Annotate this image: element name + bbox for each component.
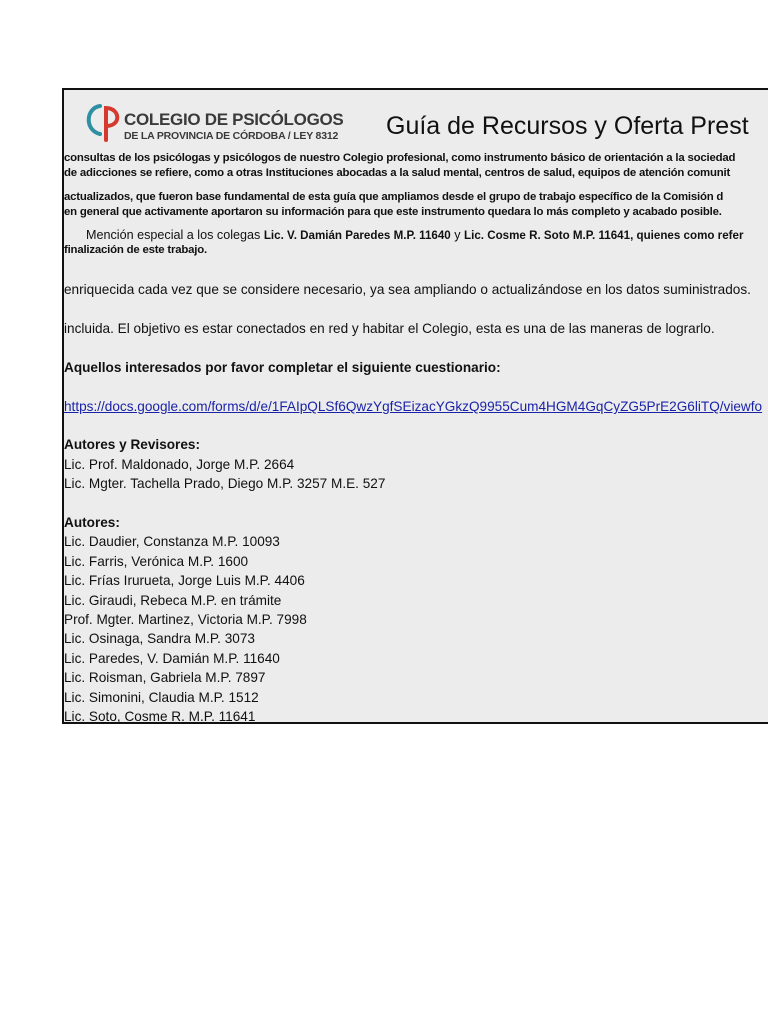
author-item: Lic. Soto, Cosme R. M.P. 11641	[64, 709, 256, 724]
mention-suffix: , quienes como refer	[630, 229, 744, 242]
author-item: Lic. Osinaga, Sandra M.P. 3073	[64, 631, 255, 646]
author-item: Prof. Mgter. Martinez, Victoria M.P. 7998	[64, 612, 307, 627]
author-item: Lic. Simonini, Claudia M.P. 1512	[64, 690, 259, 705]
document-sheet	[62, 88, 768, 724]
logo-title: COLEGIO DE PSICÓLOGOS	[124, 110, 344, 129]
mention-conjunction: y	[450, 228, 465, 242]
author-item: Lic. Giraudi, Rebeca M.P. en trámite	[64, 593, 282, 608]
mention-colleague-2: Lic. Cosme R. Soto M.P. 11641	[464, 229, 631, 242]
intro-line-3: actualizados, que fueron base fundamental de esta guía que ampliamos desde el grupo de trabajo específico de la Comisión d	[64, 191, 724, 203]
document-title: Guía de Recursos y Oferta Prest	[386, 112, 749, 140]
enriched-paragraph: enriquecida cada vez que se considere necesario, ya sea ampliando o actualizándose en los datos suministrados.	[64, 282, 751, 297]
reviewers-heading: Autores y Revisores:	[64, 437, 200, 452]
reviewer-item: Lic. Mgter. Tachella Prado, Diego M.P. 3257 M.E. 527	[64, 476, 386, 491]
author-item: Lic. Frías Irurueta, Jorge Luis M.P. 4406	[64, 573, 305, 588]
mention-line	[86, 228, 743, 242]
intro-line-2: de adicciones se refiere, como a otras Instituciones abocadas a la salud mental, centros de salud, equipos de atención comunit	[64, 167, 731, 179]
author-item: Lic. Roisman, Gabriela M.P. 7897	[64, 670, 266, 685]
mention-prefix: Mención especial a los colegas	[86, 228, 264, 242]
authors-heading: Autores:	[64, 515, 120, 530]
included-paragraph: incluida. El objetivo es estar conectados en red y habitar el Colegio, esta es una de las maneras de lograrlo.	[64, 321, 715, 336]
author-item: Lic. Farris, Verónica M.P. 1600	[64, 554, 249, 569]
colegio-logo-icon	[80, 100, 124, 146]
reviewer-item: Lic. Prof. Maldonado, Jorge M.P. 2664	[64, 457, 295, 472]
questionnaire-heading: Aquellos interesados por favor completar el siguiente cuestionario:	[64, 360, 501, 375]
mention-line-2: finalización de este trabajo.	[64, 244, 207, 256]
logo-subtitle: DE LA PROVINCIA DE CÓRDOBA / LEY 8312	[124, 130, 339, 142]
intro-line-1: consultas de los psicólogas y psicólogos de nuestro Colegio profesional, como instrumento básico de orientación a la sociedad	[64, 152, 736, 164]
author-item: Lic. Daudier, Constanza M.P. 10093	[64, 534, 280, 549]
intro-line-4: en general que activamente aportaron su información para que este instrumento quedara lo más completo y acabado posible.	[64, 206, 722, 218]
author-item: Lic. Paredes, V. Damián M.P. 11640	[64, 651, 280, 666]
mention-colleague-1: Lic. V. Damián Paredes M.P. 11640	[263, 229, 451, 242]
questionnaire-link[interactable]: https://docs.google.com/forms/d/e/1FAIpQLSf6QwzYgfSEizacYGkzQ9955Cum4HGM4GqCyZG5PrE2G6liTQ/viewfo	[64, 399, 763, 414]
